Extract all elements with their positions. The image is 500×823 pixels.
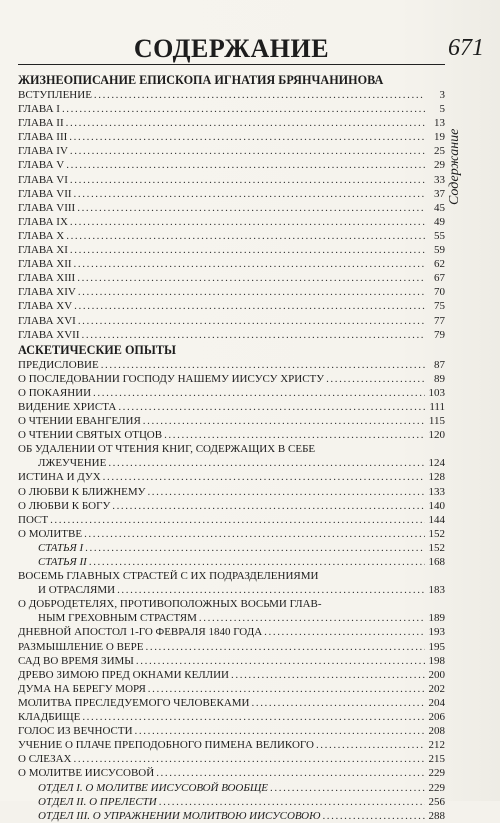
dot-leader <box>147 485 425 499</box>
toc-entry-first-line: ОБ УДАЛЕНИИ ОТ ЧТЕНИЯ КНИГ, СОДЕРЖАЩИХ В СЕБЕ <box>18 443 316 456</box>
toc-entry-title: ГЛАВА XII <box>18 258 72 271</box>
toc-entry-title: ОТДЕЛ II. О ПРЕЛЕСТИ <box>38 795 157 808</box>
toc-entry-title: ГЛАВА XIV <box>18 286 76 299</box>
dot-leader <box>94 88 425 102</box>
toc-entry-page: 144 <box>428 513 445 526</box>
toc-entry-page: 25 <box>434 145 445 158</box>
toc-entry-page: 89 <box>434 372 445 385</box>
toc-entry-title: ГЛАВА IV <box>18 145 68 158</box>
toc-entry[interactable] <box>18 314 445 328</box>
toc-entry-page: 189 <box>428 612 445 625</box>
toc-entry-page: 212 <box>428 739 445 752</box>
dot-leader <box>70 243 425 257</box>
toc-entry[interactable] <box>18 781 445 795</box>
toc-entry-title: О ПОКАЯНИИ <box>18 386 92 399</box>
toc-entry-page: 215 <box>428 753 445 766</box>
dot-leader <box>89 555 425 569</box>
dot-leader <box>108 456 425 470</box>
toc-entry-page: 55 <box>434 229 445 242</box>
toc-entry-page: 77 <box>434 314 445 327</box>
toc-entry[interactable] <box>18 470 445 484</box>
dot-leader <box>82 328 426 342</box>
dot-leader <box>103 470 425 484</box>
dot-leader <box>70 144 425 158</box>
toc-entry-title: ОТДЕЛ I. О МОЛИТВЕ ИИСУСОВОЙ ВООБЩЕ <box>38 781 269 794</box>
page-header <box>18 30 445 65</box>
toc-entry[interactable] <box>18 499 445 513</box>
toc-entry-page: 3 <box>439 89 445 101</box>
toc-entry-first-line: О ДОБРОДЕТЕЛЯХ, ПРОТИВОПОЛОЖНЫХ ВОСЬМИ ГЛАВ- <box>18 598 322 611</box>
toc-entry-title: ПОСТ <box>18 513 49 526</box>
toc-entry-title: ГЛАВА VI <box>18 173 68 186</box>
toc-entry-title: ГЛАВА XVII <box>18 328 80 341</box>
toc-entry[interactable] <box>18 243 445 257</box>
toc-entry[interactable] <box>18 766 445 780</box>
toc-entry-title: ГЛАВА I <box>18 103 60 116</box>
toc-entry[interactable] <box>18 372 445 386</box>
toc-entry[interactable] <box>18 640 445 654</box>
toc-entry[interactable] <box>18 668 445 682</box>
section-title: АСКЕТИЧЕСКИЕ ОПЫТЫ <box>18 342 176 357</box>
section-title: ЖИЗНЕОПИСАНИЕ ЕПИСКОПА ИГНАТИЯ БРЯНЧАНИНОВА <box>18 73 384 87</box>
dot-leader <box>66 229 425 243</box>
dot-leader <box>136 654 425 668</box>
dot-leader <box>85 541 425 555</box>
toc-entry[interactable] <box>18 696 445 710</box>
toc-entry[interactable] <box>18 144 445 158</box>
toc-entry-page: 193 <box>428 626 445 639</box>
dot-leader <box>74 299 425 313</box>
toc-entry[interactable] <box>18 299 445 313</box>
toc-entry-title: ГЛАВА VIII <box>18 201 76 214</box>
toc-entry[interactable] <box>18 428 445 442</box>
dot-leader <box>77 201 425 215</box>
dot-leader <box>326 372 425 386</box>
toc-entry-title: ДНЕВНОЙ АПОСТОЛ 1-ГО ФЕВРАЛЯ 1840 ГОДА <box>18 626 263 639</box>
dot-leader <box>117 583 425 597</box>
toc-entry-title: О ЧТЕНИИ СВЯТЫХ ОТЦОВ <box>18 429 163 442</box>
dot-leader <box>82 710 425 724</box>
dot-leader <box>101 358 425 372</box>
toc-entry[interactable] <box>18 229 445 243</box>
toc-entry-page: 204 <box>428 696 445 709</box>
toc-entry-page: 198 <box>428 654 445 667</box>
page-title: СОДЕРЖАНИЕ <box>133 34 330 63</box>
toc-entry[interactable] <box>18 88 445 102</box>
toc-entry-title: ГЛАВА XI <box>18 244 68 257</box>
toc-entry[interactable] <box>18 257 445 271</box>
page-number: 671 <box>448 35 484 61</box>
toc-entry-title: ИСТИНА И ДУХ <box>18 471 101 484</box>
toc-entry[interactable] <box>18 541 445 555</box>
dot-leader <box>156 766 425 780</box>
toc-entry-page: 87 <box>434 358 445 371</box>
dot-leader <box>322 809 425 823</box>
toc-entry-title: СТАТЬЯ II <box>38 556 87 568</box>
toc-entry[interactable] <box>18 285 445 299</box>
toc-entry-title: ЛЖЕУЧЕНИЕ <box>38 457 107 470</box>
toc-entry-title: О ПОСЛЕДОВАНИИ ГОСПОДУ НАШЕМУ ИИСУСУ ХРИСТУ <box>18 372 325 385</box>
toc-entry-page: 49 <box>434 215 445 228</box>
dot-leader <box>143 414 425 428</box>
toc-entry[interactable] <box>18 738 445 752</box>
dot-leader <box>70 215 425 229</box>
toc-entry-page: 202 <box>428 682 445 695</box>
toc-entry-title: О МОЛИТВЕ <box>18 527 83 540</box>
toc-entry-page: 79 <box>434 328 445 341</box>
toc-entry[interactable] <box>18 158 445 172</box>
toc-entry-page: 37 <box>434 187 445 200</box>
toc-entry-title: ГЛАВА VII <box>18 187 72 200</box>
toc-entry-title: ПРЕДИСЛОВИЕ <box>18 358 99 371</box>
dot-leader <box>148 682 425 696</box>
toc-entry-page: 67 <box>434 272 445 285</box>
toc-entry-title: САД ВО ВРЕМЯ ЗИМЫ <box>18 654 134 667</box>
toc-entry-title: ГЛАВА III <box>18 131 68 144</box>
dot-leader <box>78 314 425 328</box>
toc-entry-title: КЛАДБИЩЕ <box>18 711 81 724</box>
toc-entry-page: 59 <box>434 244 445 257</box>
toc-entry-title: О ЧТЕНИИ ЕВАНГЕЛИЯ <box>18 415 141 428</box>
toc-entry-page: 111 <box>429 400 445 413</box>
toc-entry[interactable] <box>18 809 445 823</box>
dot-leader <box>164 428 425 442</box>
toc-entry-title: ГЛАВА XVI <box>18 314 76 327</box>
toc-entry-page: 229 <box>428 767 445 780</box>
toc-entry[interactable] <box>18 414 445 428</box>
toc-entry-title: ВИДЕНИЕ ХРИСТА <box>18 400 117 413</box>
toc-entry[interactable] <box>18 583 445 597</box>
toc-entry-title: О ЛЮБВИ К БЛИЖНЕМУ <box>18 485 146 498</box>
toc-entry[interactable] <box>18 102 445 116</box>
toc-entry-page: 45 <box>434 201 445 214</box>
toc-entry[interactable] <box>18 485 445 499</box>
toc-entry-page: 5 <box>439 103 445 116</box>
toc-entry-title: О СЛЕЗАХ <box>18 753 72 766</box>
dot-leader <box>74 257 425 271</box>
table-of-contents <box>18 72 445 823</box>
toc-entry-title: О МОЛИТВЕ ИИСУСОВОЙ <box>18 767 155 780</box>
dot-leader <box>112 499 425 513</box>
toc-entry[interactable] <box>18 456 445 470</box>
toc-entry[interactable] <box>18 625 445 639</box>
toc-entry-page: 128 <box>428 471 445 484</box>
toc-entry[interactable] <box>18 358 445 372</box>
toc-entry-title: ГЛАВА II <box>18 117 64 130</box>
toc-entry[interactable] <box>18 130 445 144</box>
dot-leader <box>78 285 425 299</box>
dot-leader <box>135 724 425 738</box>
dot-leader <box>146 640 426 654</box>
toc-entry-title: ГОЛОС ИЗ ВЕЧНОСТИ <box>18 725 133 738</box>
toc-entry[interactable] <box>18 682 445 696</box>
dot-leader <box>66 158 425 172</box>
toc-entry-page: 288 <box>428 809 445 822</box>
dot-leader <box>199 611 425 625</box>
toc-entry-title: И ОТРАСЛЯМИ <box>38 584 116 597</box>
running-head <box>447 100 467 205</box>
toc-entry-page: 120 <box>428 429 445 442</box>
toc-entry-page: 70 <box>434 286 445 299</box>
toc-entry[interactable] <box>18 724 445 738</box>
toc-entry-page: 140 <box>428 499 445 512</box>
toc-entry-page: 33 <box>434 173 445 186</box>
dot-leader <box>69 130 425 144</box>
toc-entry-page: 152 <box>428 541 445 554</box>
toc-entry-page: 29 <box>434 159 445 172</box>
toc-entry[interactable] <box>18 386 445 400</box>
dot-leader <box>252 696 426 710</box>
dot-leader <box>84 527 425 541</box>
dot-leader <box>270 781 425 795</box>
toc-entry[interactable] <box>18 555 445 569</box>
toc-entry[interactable] <box>18 116 445 130</box>
toc-entry-page: 183 <box>428 584 445 597</box>
toc-entry-page: 152 <box>428 527 445 540</box>
toc-entry-page: 168 <box>428 556 445 568</box>
toc-entry[interactable] <box>18 328 445 342</box>
toc-entry[interactable] <box>18 752 445 766</box>
toc-entry-page: 206 <box>428 711 445 724</box>
toc-entry-title: ДУМА НА БЕРЕГУ МОРЯ <box>18 682 146 695</box>
toc-entry-page: 115 <box>428 415 445 428</box>
dot-leader <box>231 668 425 682</box>
toc-entry-page: 124 <box>428 457 445 470</box>
toc-entry[interactable] <box>18 611 445 625</box>
toc-entry[interactable] <box>18 271 445 285</box>
dot-leader <box>159 795 425 809</box>
dot-leader <box>66 116 425 130</box>
toc-entry-title: ГЛАВА IX <box>18 215 68 228</box>
toc-entry-first-line: ВОСЕМЬ ГЛАВНЫХ СТРАСТЕЙ С ИХ ПОДРАЗДЕЛЕНИЯМИ <box>18 570 319 583</box>
toc-entry-title: СТАТЬЯ I <box>38 541 84 554</box>
running-head-text: Содержание <box>447 128 462 205</box>
toc-entry-page: 75 <box>434 300 445 313</box>
toc-entry-title: ГЛАВА V <box>18 159 65 172</box>
toc-entry-title: УЧЕНИЕ О ПЛАЧЕ ПРЕПОДОБНОГО ПИМЕНА ВЕЛИКОГО <box>18 739 314 752</box>
dot-leader <box>62 102 425 116</box>
toc-entry-title: ДРЕВО ЗИМОЮ ПРЕД ОКНАМИ КЕЛЛИИ <box>18 668 230 681</box>
toc-entry-page: 19 <box>434 131 445 144</box>
toc-entry-title: ВСТУПЛЕНИЕ <box>18 89 92 101</box>
dot-leader <box>74 187 425 201</box>
toc-entry[interactable] <box>18 173 445 187</box>
toc-entry[interactable] <box>18 215 445 229</box>
toc-entry-page: 103 <box>428 386 445 399</box>
toc-entry-page: 229 <box>428 781 445 794</box>
dot-leader <box>77 271 425 285</box>
dot-leader <box>93 386 425 400</box>
toc-entry-title: О ЛЮБВИ К БОГУ <box>18 499 111 512</box>
toc-entry-title: ОТДЕЛ III. О УПРАЖНЕНИИ МОЛИТВОЮ ИИСУСОВОЮ <box>38 809 321 822</box>
toc-entry-title: ГЛАВА X <box>18 229 65 242</box>
toc-entry-page: 13 <box>434 117 445 130</box>
toc-entry-page: 256 <box>428 795 445 808</box>
toc-entry[interactable] <box>18 187 445 201</box>
toc-entry[interactable] <box>18 710 445 724</box>
toc-entry-page: 200 <box>428 668 445 681</box>
toc-entry-title: РАЗМЫШЛЕНИЕ О ВЕРЕ <box>18 640 144 653</box>
dot-leader <box>118 400 425 414</box>
toc-entry[interactable] <box>18 795 445 809</box>
toc-entry-title: ГЛАВА XIII <box>18 272 76 285</box>
dot-leader <box>264 625 425 639</box>
toc-entry[interactable] <box>18 654 445 668</box>
toc-entry-title: НЫМ ГРЕХОВНЫМ СТРАСТЯМ <box>38 612 197 625</box>
toc-entry-page: 195 <box>428 640 445 653</box>
toc-entry-page: 62 <box>434 258 445 271</box>
toc-entry-title: ГЛАВА XV <box>18 300 73 313</box>
toc-entry[interactable] <box>18 201 445 215</box>
dot-leader <box>70 173 425 187</box>
toc-entry-page: 208 <box>428 725 445 738</box>
toc-entry-page: 133 <box>428 485 445 498</box>
toc-entry[interactable] <box>18 527 445 541</box>
toc-entry[interactable] <box>18 400 445 414</box>
dot-leader <box>316 738 425 752</box>
dot-leader <box>73 752 425 766</box>
dot-leader <box>50 513 425 527</box>
toc-entry-title: МОЛИТВА ПРЕСЛЕДУЕМОГО ЧЕЛОВЕКАМИ <box>18 696 250 709</box>
toc-entry[interactable] <box>18 513 445 527</box>
